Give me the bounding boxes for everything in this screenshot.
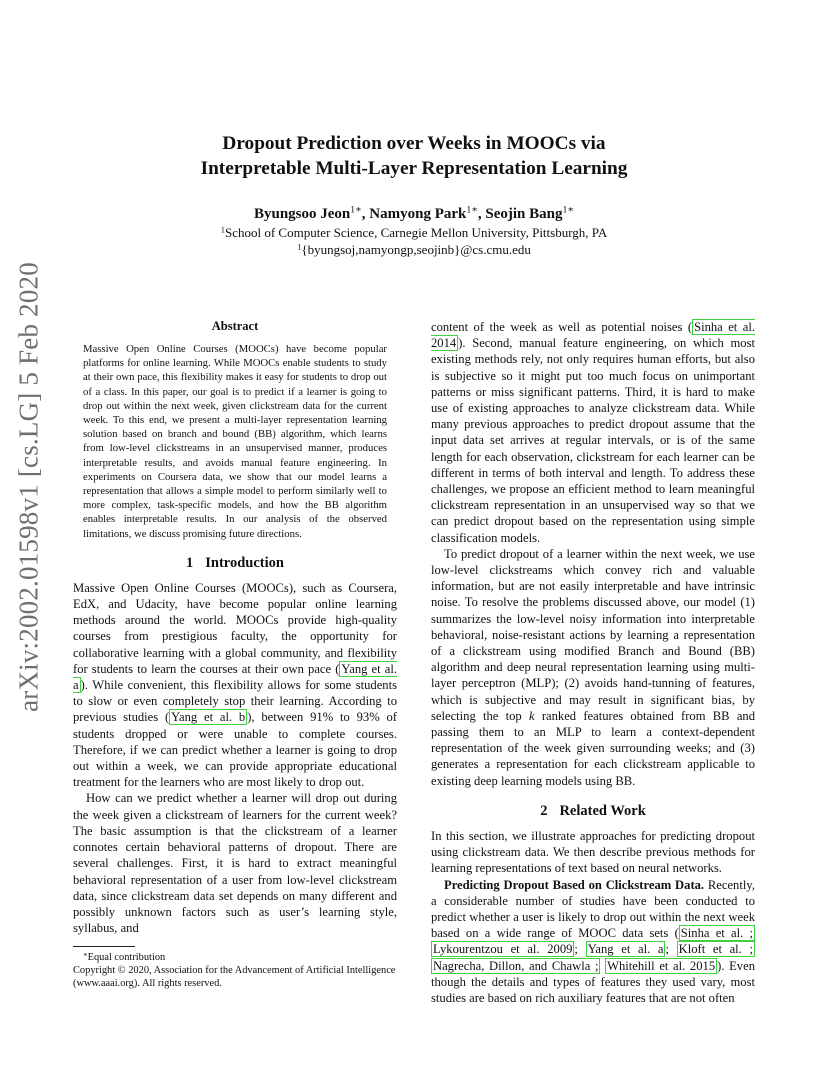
related-work-paragraph-2: Predicting Dropout Based on Clickstream Data. Recently, a considerable number of studies have been conducted to predict whether a user is likely to drop out within the next week based on a wide range of MOOC data sets ( Sinha et al. ; Lykourentzou et al. 2009 ; Yang et al. a ; Kloft et al. ; Nagrecha, Dillon, and Chawla ; Whitehill et al. 2015 ). Even though the details and types of features they used vary, most studies are based on rich auxiliary features that are not often [431, 877, 755, 1005]
right-column [431, 319, 755, 1006]
author-2: Namyong Park [369, 206, 467, 222]
abstract-text: Massive Open Online Courses (MOOCs) have become popular platforms for online learning. While MOOCs enable students to study at their own pace, this flexibility makes it easy for students to drop out of a class. In this paper, our goal is to predict if a learner is going to drop out within the next week, given clickstream data for the current week. To this end, we present a multi-layer representation learning solution based on branch and bound (BB) algorithm, which learns from low-level clickstreams in an unsupervised manner, produces interpretable results, and avoids manual feature engineering. In experiments on Coursera data, we show that our model learns a representation that allows a simple model to perform similarly well to more complex, task-specific models, and how the BB algorithm enables interpretable results. In our analysis of the observed limitations, we discuss promising future directions. [83, 343, 387, 540]
section-heading-related-work [431, 803, 755, 820]
section-title: Related Work [559, 802, 646, 819]
intro-paragraph-2: How can we predict whether a learner will drop out during the week given a clickstream of learners for the current week? The basic assumption is that the clickstream of a learner connotes certain behavioral patterns of dropout. There are several challenges. First, it is hard to extract meaningful behavioral representation of a user from low-level clickstream data, since clickstream data set depends on many different and possibly unknown factors such as user’s learning style, syllabus, and [73, 791, 397, 936]
author-3: Seojin Bang [485, 206, 563, 222]
footnote-text: Equal contribution [87, 952, 166, 964]
author-list: Byungsoo Jeon$^{1∗}$, Namyong Park$^{1∗}$, Seojin Bang$^{1∗}$ [253, 204, 575, 222]
affiliation-mark: 1 [220, 224, 225, 235]
author-3-mark: 1∗ [562, 204, 575, 216]
intro-paragraph-4: To predict dropout of a learner within the next week, we use low-level clickstreams which convey rich and valuable information, but are not easily interpretable and have intrinsic noise. To resolve the problems discussed above, our model (1) summarizes the low-level noisy information into interpretable behavioral, noise-resistant actions by learning a representation of a clickstream using modified Branch and Bound (BB) algorithm and deep neural representation learning using multi-layer perceptron (MLP); (2) avoids hand-tunning of features, which is subjective and may result in significant bias, by selecting the top k ranked features obtained from BB and passing them to an MLP to learn a context-dependent representation of the week given surrounding weeks; and (3) generates a representation for each clickstream applicable to existing deep learning models using BB. [431, 546, 755, 788]
title-line-1: Dropout Prediction over Weeks in MOOCs via [222, 133, 606, 154]
footnote-rule [73, 946, 135, 947]
citation-link[interactable]: Sinha et al. ; [680, 926, 753, 941]
citation-link[interactable]: Kloft et al. ; [678, 942, 753, 957]
citation-link[interactable]: Whitehill et al. 2015 [607, 958, 716, 973]
footnote-mark: ∗ [83, 951, 88, 959]
citation-link[interactable]: Yang et al. b [171, 710, 246, 725]
abstract-heading: Abstract [211, 319, 259, 333]
citation-link[interactable]: Sinha et al. 2014 [431, 320, 755, 351]
intro-paragraph-1: Massive Open Online Courses (MOOCs), such as Coursera, EdX, and Udacity, have become popular online learning methods around the world. MOOCs provide high-quality courses from prestigious faculty, the opportunity for collaborative learning with a global community, and flexibility for students to learn the courses at their own pace ( Yang et al. a ). While convenient, this flexibility allows for some students to slow or even completely stop their learning. According to previous studies ( Yang et al. b ), between 91% to 93% of students dropped or were unable to complete courses. Therefore, if we can predict whether a learner is going to drop out within a week, we can provide appropriate educational treatment for the learners who are most likely to drop out. [73, 580, 398, 790]
section-number: 1 [186, 554, 194, 571]
affiliation [90, 225, 738, 258]
citation-link[interactable]: Yang et al. a [587, 942, 664, 957]
author-1-mark: 1∗ [350, 204, 362, 216]
affiliation-emails: {byungsoj,namyongp,seojinb}@cs.cmu.edu [301, 241, 531, 257]
section-heading-introduction [73, 555, 397, 572]
intro-paragraph-3: content of the week as well as potential noises ( Sinha et al. 2014 ). Second, manual feature engineering, on which most existing methods rely, not only requires human efforts, but also is subjective so it might put too much focus on unimportant patterns or miss significant patterns. Third, it is hard to make use of existing approaches to analyze clickstream data. While many previous approaches to predict dropout assume that the input data set arrives at regular intervals, or is of the same length for each observation, clickstream for each learner can be different in terms of both interval and length. To address these challenges, we propose an efficient method to learn meaningful clickstream representation in an unsupervised way so that we can predict dropout based on the representation using simple classification models. [431, 320, 755, 545]
email-mark: 1 [297, 240, 302, 251]
affiliation-institution: School of Computer Science, Carnegie Mellon University, Pittsburgh, PA [224, 225, 608, 240]
section-number: 2 [540, 802, 548, 819]
paragraph-lead: Predicting Dropout Based on Clickstream Data. [444, 877, 705, 892]
arxiv-identifier [13, 262, 44, 712]
left-column [73, 319, 397, 990]
citation-link[interactable]: Nagrecha, Dillon, and Chawla ; [433, 958, 599, 973]
footnote [73, 951, 397, 990]
citation-link[interactable]: Yang et al. a [73, 661, 398, 693]
arxiv-identifier-text: arXiv:2002.01598v1 [cs.LG] 5 Feb 2020 [13, 262, 44, 712]
paper-title [90, 131, 738, 181]
copyright-notice: Copyright © 2020, Association for the Advancement of Artificial Intelligence (www.aaai.org). All rights reserved. [73, 965, 396, 990]
citation-link[interactable]: Lykourentzou et al. 2009 [433, 942, 573, 957]
author-1: Byungsoo Jeon [253, 206, 351, 222]
author-2-mark: 1∗ [466, 204, 478, 216]
related-work-paragraph-1: In this section, we illustrate approaches for predicting dropout using clickstream data. We then describe previous methods for learning representations of text based on neural networks. [431, 828, 755, 876]
section-title: Introduction [205, 554, 284, 571]
title-line-2: Interpretable Multi-Layer Representation Learning [200, 158, 628, 179]
